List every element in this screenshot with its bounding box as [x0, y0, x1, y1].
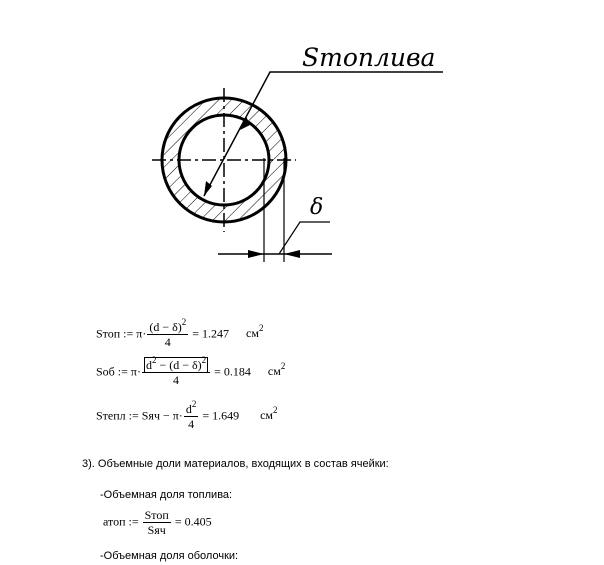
formula-a-top: [103, 508, 212, 537]
numerator: [147, 317, 188, 335]
numerator-text: d: [185, 402, 192, 416]
formula-result: = 0.184: [214, 364, 251, 379]
fuel-area-label: Sтоплива: [302, 43, 436, 72]
numerator: [184, 399, 199, 417]
cladding-fraction-label: -Объемная доля оболочки:: [100, 550, 239, 562]
unit-exponent: 2: [273, 405, 278, 416]
fraction: [142, 355, 210, 387]
formula-result: = 0.405: [174, 514, 212, 529]
unit-text: см: [260, 408, 274, 423]
formula-s-tepl: [96, 399, 278, 431]
unit-text: см: [246, 326, 259, 341]
formula-lhs: атоп :=: [103, 514, 139, 529]
dimension-arrow-right: [284, 250, 300, 258]
unit: [246, 323, 264, 341]
unit-exponent: 2: [258, 323, 264, 334]
fraction: [143, 508, 171, 537]
fraction: [147, 317, 188, 349]
formula-result: = 1.247: [192, 326, 230, 341]
formula-lhs: Sтепл := Sяч − π·: [96, 408, 183, 423]
numerator-text: (d − δ): [149, 320, 182, 334]
numerator-text-a: d: [145, 358, 152, 372]
numerator-text-b: − (d − δ): [156, 358, 202, 372]
unit: [267, 361, 286, 379]
denominator: Sяч: [147, 523, 166, 537]
exponent: 2: [181, 317, 187, 327]
denominator: 4: [173, 373, 180, 387]
formula-s-top: [96, 317, 264, 349]
thickness-label: δ: [310, 195, 324, 220]
formula-lhs: Sоб := π·: [96, 364, 141, 379]
dimension-arrow-left: [248, 250, 264, 258]
section-heading: 3). Объемные доли материалов, входящих в состав ячейки:: [82, 458, 389, 470]
exponent-a: 2: [151, 355, 157, 365]
unit-exponent: 2: [280, 361, 286, 372]
formula-lhs: Sтоп := π·: [96, 326, 147, 341]
bracket-group: [144, 357, 208, 372]
formula-s-ob: [96, 355, 286, 387]
unit: [260, 405, 278, 423]
numerator: [142, 355, 210, 373]
formula-result: = 1.649: [202, 408, 240, 423]
unit-text: см: [267, 364, 281, 379]
numerator: Sтоп: [144, 508, 169, 522]
denominator: 4: [164, 335, 171, 349]
fuel-fraction-label: -Объемная доля топлива:: [100, 489, 233, 501]
exponent: 2: [191, 399, 197, 409]
exponent-b: 2: [201, 355, 207, 365]
fraction: [184, 399, 199, 431]
denominator: 4: [188, 417, 195, 431]
